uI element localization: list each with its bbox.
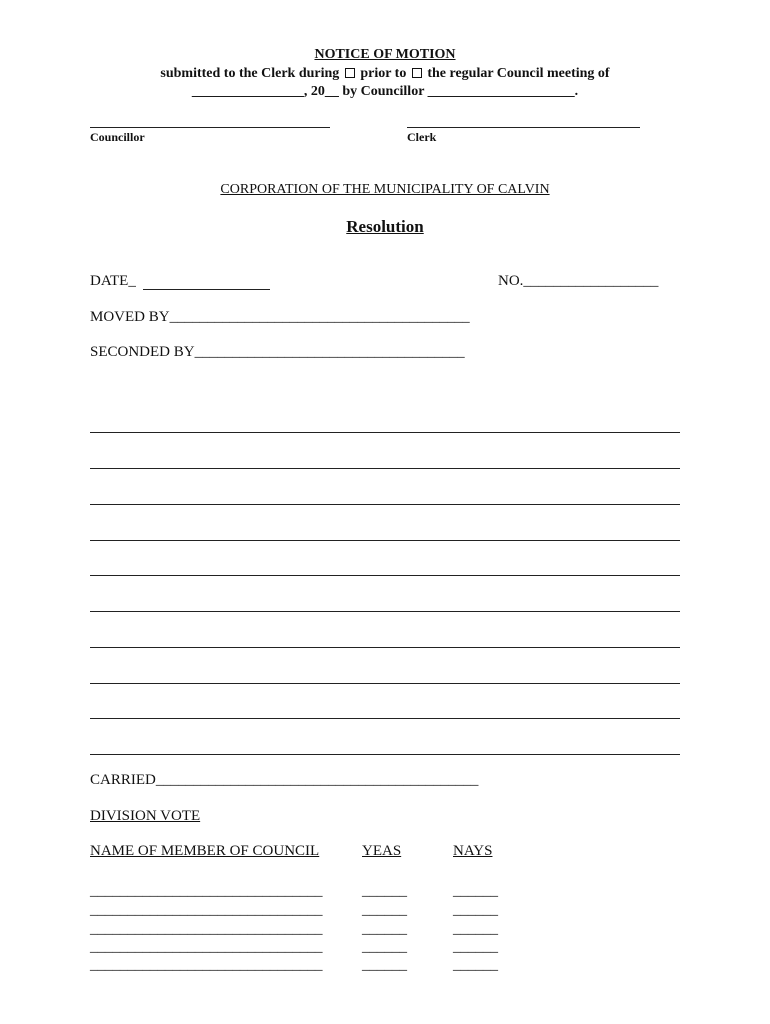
corporation-name: CORPORATION OF THE MUNICIPALITY OF CALVIN xyxy=(220,182,550,197)
yeas-header: YEAS xyxy=(362,843,402,859)
prior-to-checkbox[interactable] xyxy=(412,68,422,78)
nays-header: NAYS xyxy=(453,843,493,859)
resolution-text-line[interactable] xyxy=(90,504,680,505)
member-name-field[interactable]: _______________________________ xyxy=(90,921,323,937)
resolution-text-line[interactable] xyxy=(90,647,680,648)
resolution-text-line[interactable] xyxy=(90,575,680,576)
seconded-by-field[interactable]: SECONDED BY____________________________________ xyxy=(90,344,465,360)
resolution-text-line[interactable] xyxy=(90,718,680,719)
clerk-signature-line[interactable] xyxy=(407,127,640,128)
resolution-text-line[interactable] xyxy=(90,683,680,684)
resolution-heading: Resolution xyxy=(346,217,424,236)
clerk-label: Clerk xyxy=(407,130,437,144)
yea-field[interactable]: ______ xyxy=(362,902,407,918)
date-label: DATE_ xyxy=(90,273,136,289)
councillor-signature-line[interactable] xyxy=(90,127,330,128)
resolution-text-line[interactable] xyxy=(90,468,680,469)
resolution-number-field[interactable]: NO.__________________ xyxy=(498,273,659,289)
during-checkbox[interactable] xyxy=(345,68,355,78)
notice-title: NOTICE OF MOTION xyxy=(314,47,456,62)
resolution-text-line[interactable] xyxy=(90,540,680,541)
yea-field[interactable]: ______ xyxy=(362,883,407,899)
member-name-field[interactable]: _______________________________ xyxy=(90,902,323,918)
nay-field[interactable]: ______ xyxy=(453,921,498,937)
moved-by-field[interactable]: MOVED BY________________________________________ xyxy=(90,309,470,325)
member-name-field[interactable]: _______________________________ xyxy=(90,939,323,955)
yea-field[interactable]: ______ xyxy=(362,957,407,973)
nay-field[interactable]: ______ xyxy=(453,902,498,918)
nay-field[interactable]: ______ xyxy=(453,883,498,899)
carried-field[interactable]: CARRIED___________________________________________ xyxy=(90,772,479,788)
yea-field[interactable]: ______ xyxy=(362,921,407,937)
nay-field[interactable]: ______ xyxy=(453,939,498,955)
resolution-text-line[interactable] xyxy=(90,432,680,433)
notice-submitted-line xyxy=(0,66,770,82)
meeting-of-text: the regular Council meeting of xyxy=(427,66,610,81)
submitted-text: submitted to the Clerk during xyxy=(160,66,340,81)
notice-date-councillor-line[interactable]: ________________, 20__ by Councillor _____________________. xyxy=(191,84,579,99)
prior-to-text: prior to xyxy=(360,66,407,81)
councillor-label: Councillor xyxy=(90,130,145,144)
yea-field[interactable]: ______ xyxy=(362,939,407,955)
date-field[interactable] xyxy=(143,289,270,290)
member-name-field[interactable]: _______________________________ xyxy=(90,883,323,899)
nay-field[interactable]: ______ xyxy=(453,957,498,973)
member-name-field[interactable]: _______________________________ xyxy=(90,957,323,973)
name-of-member-header: NAME OF MEMBER OF COUNCIL xyxy=(90,843,320,859)
resolution-text-line[interactable] xyxy=(90,754,680,755)
resolution-text-line[interactable] xyxy=(90,611,680,612)
division-vote-heading: DIVISION VOTE xyxy=(90,808,201,824)
